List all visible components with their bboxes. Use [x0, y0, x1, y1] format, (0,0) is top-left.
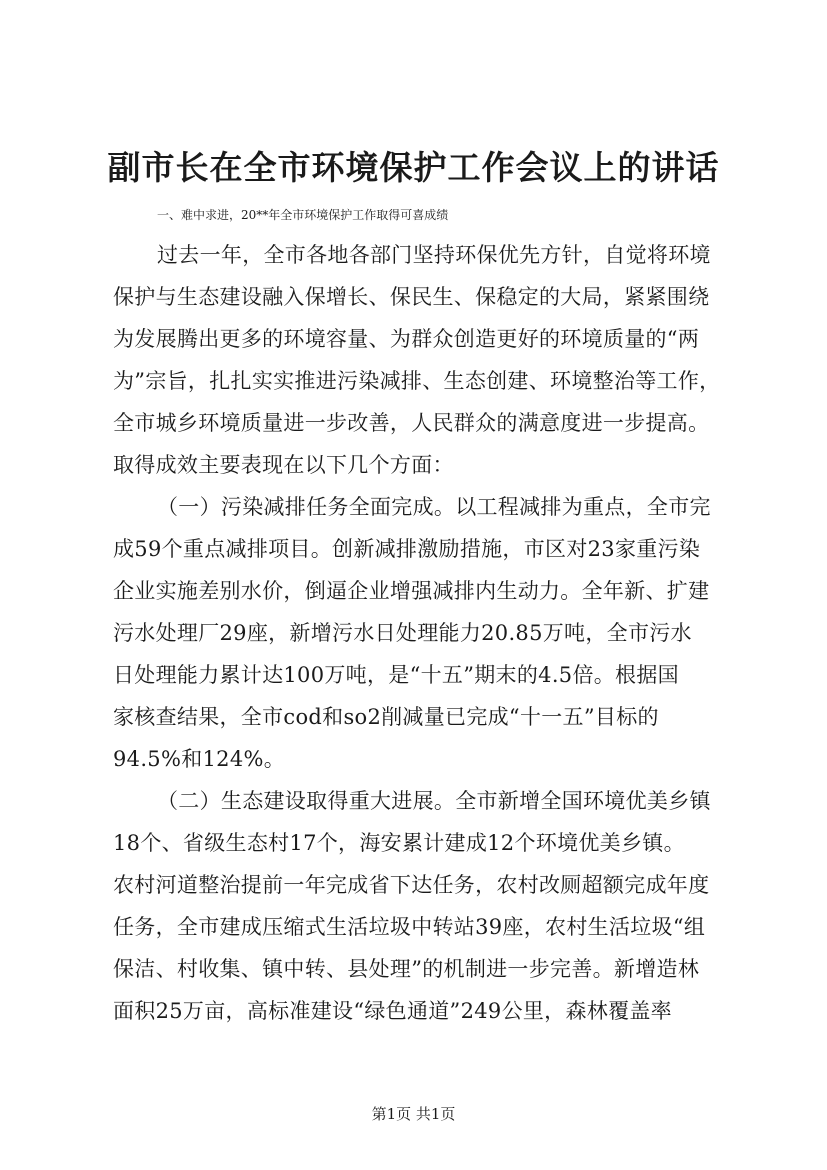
paragraph-line: 成59个重点减排项目。创新减排激励措施，市区对23家重污染: [113, 537, 701, 561]
document-title: 副市长在全市环境保护工作会议上的讲话: [107, 148, 720, 187]
paragraph-line: 为”宗旨，扎扎实实推进污染减排、生态创建、环境整治等工作，: [113, 369, 721, 393]
paragraph-line: （一）污染减排任务全面完成。以工程减排为重点，全市完: [157, 495, 711, 519]
paragraph-line: 为发展腾出更多的环境容量、为群众创造更好的环境质量的“两: [113, 327, 700, 351]
paragraph-line: 任务，全市建成压缩式生活垃圾中转站39座，农村生活垃圾“组: [113, 915, 706, 939]
page-footer: 第1页 共1页: [371, 1105, 456, 1123]
paragraph-line: （二）生态建设取得重大进展。全市新增全国环境优美乡镇: [157, 789, 711, 813]
paragraph-line: 保洁、村收集、镇中转、县处理”的机制进一步完善。新增造林: [113, 957, 700, 981]
paragraph-line: 农村河道整治提前一年完成省下达任务，农村改厕超额完成年度: [113, 873, 710, 897]
paragraph-line: 过去一年，全市各地各部门坚持环保优先方针，自觉将环境: [157, 243, 711, 267]
paragraph-line: 企业实施差别水价，倒逼企业增强减排内生动力。全年新、扩建: [113, 579, 710, 603]
paragraph-line: 家核查结果，全市cod和so2削减量已完成“十一五”目标的: [113, 705, 659, 729]
paragraph-line: 全市城乡环境质量进一步改善，人民群众的满意度进一步提高。: [113, 411, 710, 435]
paragraph-line: 18个、省级生态村17个，海安累计建成12个环境优美乡镇。: [113, 831, 685, 855]
paragraph-line: 取得成效主要表现在以下几个方面：: [113, 453, 454, 477]
paragraph-line: 94.5%和124%。: [113, 747, 286, 771]
paragraph-line: 面积25万亩，高标准建设“绿色通道”249公里，森林覆盖率: [113, 999, 672, 1023]
section-heading: 一、难中求进，20**年全市环境保护工作取得可喜成绩: [157, 208, 449, 222]
paragraph-line: 污水处理厂29座，新增污水日处理能力20.85万吨，全市污水: [113, 621, 692, 645]
paragraph-line: 保护与生态建设融入保增长、保民生、保稳定的大局，紧紧围绕: [113, 285, 710, 309]
paragraph-line: 日处理能力累计达100万吨，是“十五”期末的4.5倍。根据国: [113, 663, 679, 687]
